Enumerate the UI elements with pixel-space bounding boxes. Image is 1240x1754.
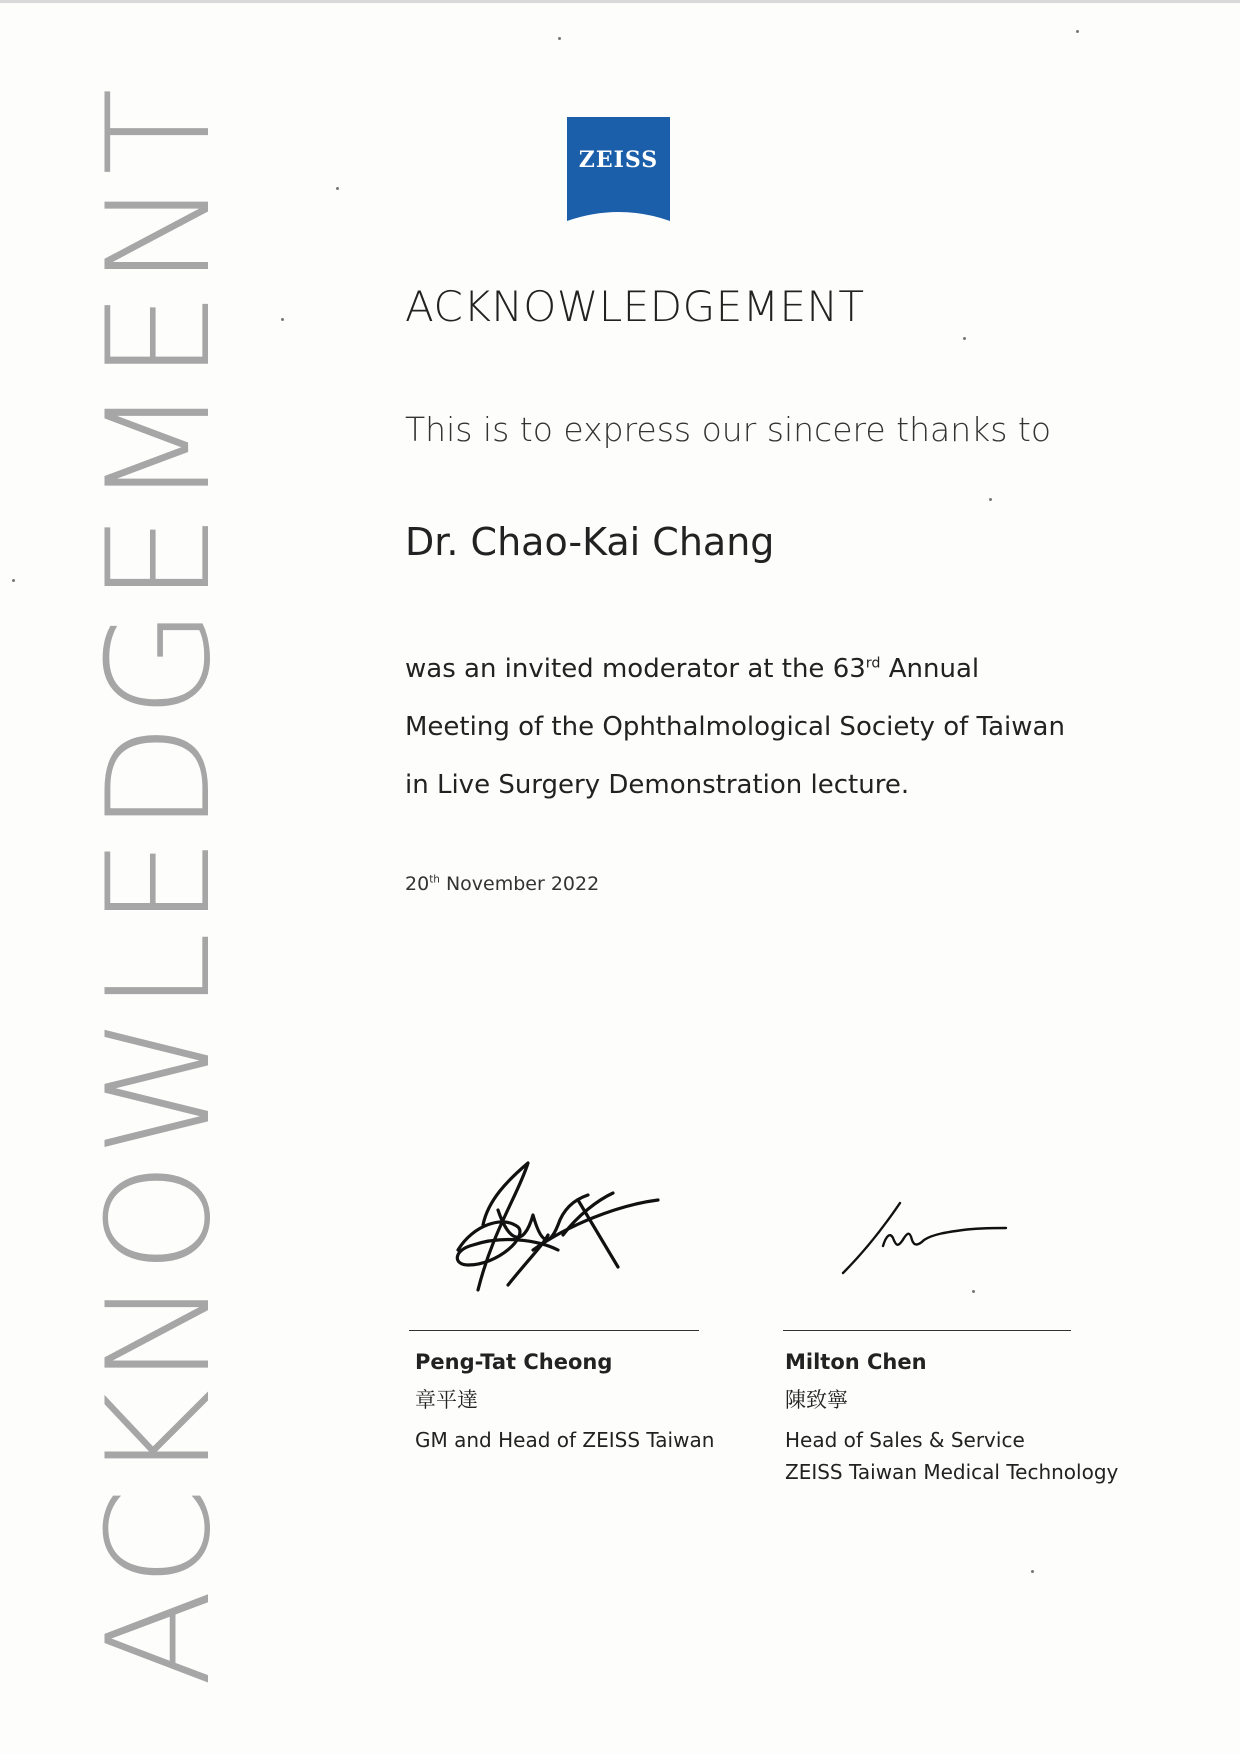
- signature-line-chen: [783, 1330, 1071, 1331]
- recipient-name: Dr. Chao-Kai Chang: [405, 520, 775, 564]
- date-ordinal: th: [429, 873, 440, 886]
- logo-text: ZEISS: [578, 147, 659, 173]
- scan-speck: [336, 187, 339, 190]
- body-ordinal: rd: [865, 655, 881, 672]
- page-top-edge: [0, 0, 1240, 3]
- signatory-cheong: [415, 1350, 714, 1456]
- scan-speck: [281, 318, 284, 321]
- certificate-heading: ACKNOWLEDGEMENT: [405, 282, 865, 331]
- scan-speck: [972, 1290, 975, 1293]
- side-title: ACKNOWLEDGEMENT: [77, 83, 242, 1687]
- scan-speck: [558, 37, 561, 40]
- scan-speck: [1076, 30, 1079, 33]
- signatory-role: Head of Sales & Service: [785, 1428, 1025, 1452]
- signature-chen: [838, 1198, 1013, 1278]
- date-day: 20: [405, 873, 430, 895]
- body-part1: was an invited moderator at the 63: [405, 654, 866, 684]
- intro-text: This is to express our sincere thanks to: [405, 410, 1052, 449]
- scan-speck: [989, 498, 992, 501]
- scan-speck: [12, 579, 15, 582]
- date-rest: November 2022: [439, 873, 600, 895]
- acknowledgement-body: [405, 640, 1085, 814]
- scan-speck: [1031, 1570, 1034, 1573]
- certificate-date: [405, 873, 599, 895]
- signatory-organization: ZEISS Taiwan Medical Technology: [785, 1460, 1119, 1484]
- signatory-name: Peng-Tat Cheong: [415, 1350, 613, 1374]
- signature-line-cheong: [409, 1330, 699, 1331]
- signature-cheong: [448, 1155, 663, 1295]
- signatory-chinese-name: 陳致寧: [785, 1388, 848, 1412]
- signatory-chinese-name: 章平達: [415, 1388, 478, 1412]
- zeiss-logo: [567, 117, 670, 221]
- signatory-role: GM and Head of ZEISS Taiwan: [415, 1428, 715, 1452]
- scan-speck: [963, 337, 966, 340]
- body-part2: Annual Meeting of the Ophthalmological Society of Taiwan in Live Surgery Demonstration lecture.: [405, 654, 1065, 800]
- signatory-chen: [785, 1350, 1118, 1488]
- signatory-name: Milton Chen: [785, 1350, 927, 1374]
